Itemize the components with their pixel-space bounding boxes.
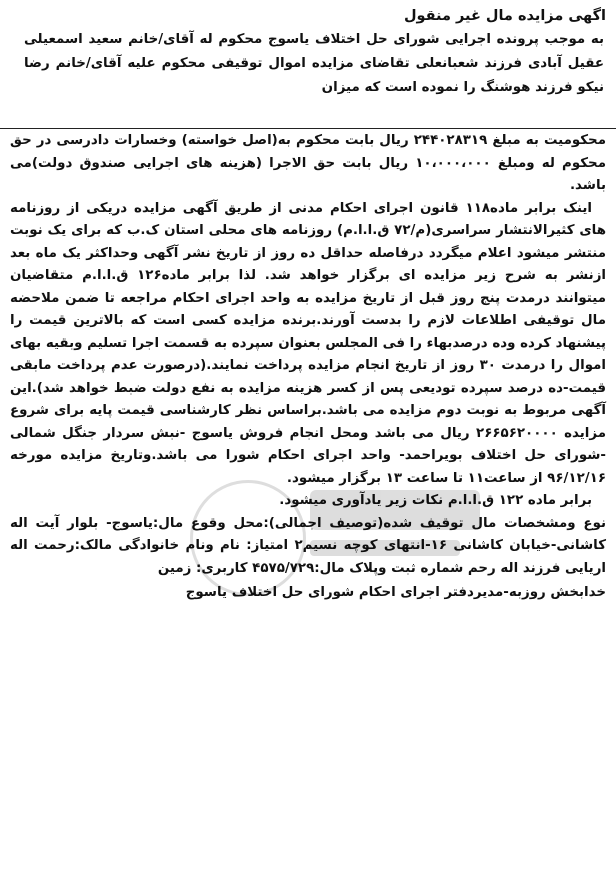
notice-body: اینک برابر ماده۱۱۸ قانون اجرای احکام مدنی از طریق آگهی مزایده دریکی از روزنامه های کثیرالانتشار سراسری(م/۷۲ ق.ا.ا.م) روزنامه های محلی استان ک.ب که برای یک نوبت منتشر میشود اعلام میگردد درفاصله حداقل ده روز از تاریخ نشر آگهی وحداکثر یک ماه بعد ازنشر به شرح زیر مزایده ای برگزار خواهد شد. لذا برابر ماده۱۲۶ ق.ا.ا.م متقاضیان میتوانند درمدت پنج روز قبل از تاریخ مزایده به واحد اجرای احکام مراجعه تا ضمن ملاحضه مال توقیفی اطلاعات لازم را بدست آورند.برنده مزایده کسی است که بالاترین قیمت را پیشنهاد کرده وده درصدبهاء را فی المجلس بعنوان سپرده به قسمت اجرا تسلیم وبقیه بهای اموال را درمدت ۳۰ روز از تاریخ انجام مزایده پرداخت نمایند.(درصورت عدم پرداخت مابقی قیمت-ده درصد سپرده تودیعی پس از کسر هزینه مزایده به نفع دولت ضبط خواهد شد).این آگهی مربوط به نوبت دوم مزایده می باشد.براساس نظر کارشناسی قیمت پایه برای شروع مزایده ۲۶۶۵۶۲۰۰۰۰ ریال می باشد ومحل انجام فروش یاسوج -نبش سردار جنگل شمالی -شورای حل اختلاف بویراحمد- واحد اجرای احکام شورا می باشد.وتاریخ مزایده مورخه ۹۶/۱۲/۱۶ از ساعت۱۱ تا ساعت ۱۳ برگزار میشود. [10,200,607,486]
notice-header-block [8,0,606,100]
notice-body-block [10,130,606,605]
notice-notes-line: برابر ماده ۱۲۲ ق.ا.ا.م نکات زیر یادآوری میشود. [279,493,592,508]
column-divider [0,128,616,129]
notice-footer-signature: خدابخش روزبه-مدیردفتر اجرای احکام شورای حل اختلاف یاسوج [185,585,606,600]
notice-continuation: محکومیت به مبلغ ۲۴۴۰۲۸۳۱۹ ریال بابت محکوم به(اصل خواسته) وخسارات دادرسی در حق محکوم له ومبلغ ۱۰،۰۰۰،۰۰۰ ریال بابت حق الاجرا (هزینه های اجرایی صندوق دولت)می باشد. [10,133,606,193]
notice-title: اگهی مزایده مال غیر منقول [403,8,606,24]
notice-intro: به موجب پرونده اجرایی شورای حل اختلاف یاسوج محکوم له آقای/خانم سعید اسمعیلی عقیل آبادی فرزند شعبانعلی تقاضای مزایده اموال توقیفی محکوم علیه آقای/خانم رضا نیکو فرزند هوشنگ را نموده است که میزان [24,32,604,95]
notice-property-details: نوع ومشخصات مال توقیف شده(توصیف اجمالی):محل وقوع مال:یاسوج- بلوار آیت اله کاشانی-خیابان کاشانی ۱۶-انتهای کوچه نسیم۲ امتیاز: نام ونام خانوادگی مالک:رحمت اله اریایی فرزند اله رحم شماره ثبت وپلاک مال:۴۵۷۵/۷۲۹ کاربری: زمین [10,515,606,576]
